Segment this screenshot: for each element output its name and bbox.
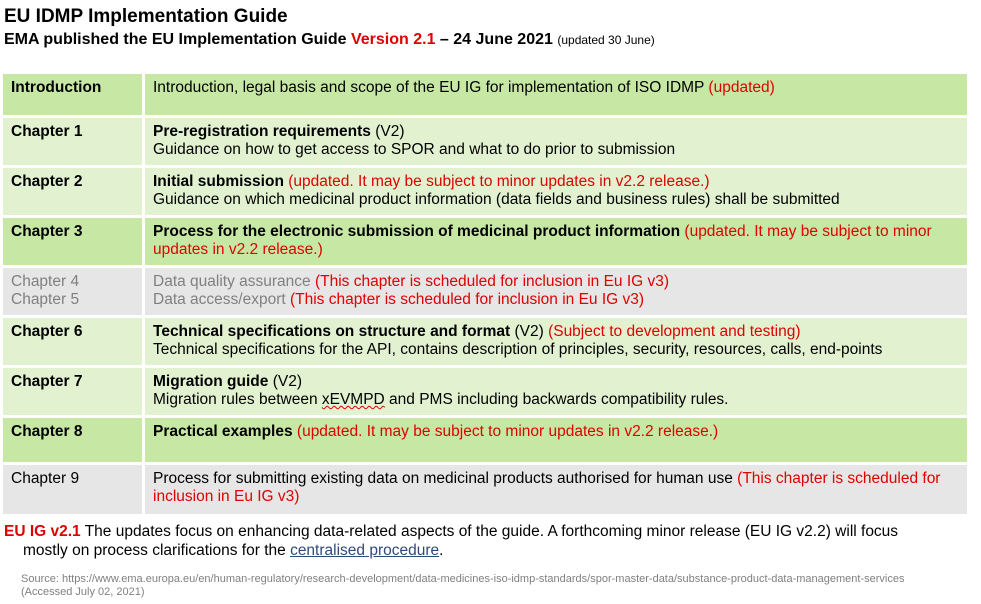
- source-accessed: (Accessed July 02, 2021): [21, 586, 145, 598]
- row-status: (This chapter is scheduled for inclusion in Eu IG v3): [153, 470, 941, 505]
- row-description: [144, 167, 969, 217]
- row-heading: Initial submission: [153, 173, 284, 190]
- subtitle-date: – 24 June 2021: [435, 31, 558, 48]
- row-detail: Data access/export: [153, 291, 290, 308]
- row-detail: [153, 391, 729, 408]
- row-detail: Guidance on which medicinal product information (data fields and business rules) shall be submitted: [153, 191, 840, 208]
- row-description: [144, 464, 969, 516]
- row-text: (V2): [370, 123, 405, 140]
- table-row-chapter-3: [2, 217, 969, 267]
- row-heading: Technical specifications on structure and format: [153, 323, 511, 340]
- subtitle-prefix: EMA published the EU Implementation Guide: [4, 31, 351, 48]
- row-status: (This chapter is scheduled for inclusion in Eu IG v3): [314, 273, 670, 290]
- row-label-chapter-4: Chapter 4: [11, 273, 80, 290]
- table-row-introduction: [2, 73, 969, 117]
- row-detail: Technical specifications for the API, contains description of principles, security, resources, calls, end-points: [153, 341, 883, 358]
- page-subtitle: [4, 31, 655, 49]
- row-status: (updated. It may be subject to minor updates in v2.2 release.): [296, 423, 719, 440]
- row-description: [144, 117, 969, 167]
- row-detail-term: xEVMPD: [321, 391, 385, 408]
- chapters-table: [0, 71, 970, 517]
- subtitle-update-note: (updated 30 June): [557, 33, 655, 47]
- row-text: (V2): [510, 323, 549, 340]
- table-row-chapter-9: [2, 464, 969, 516]
- row-detail-post: and PMS including backwards compatibility rules.: [384, 391, 729, 408]
- row-label: Chapter 3: [2, 217, 144, 267]
- table-row-chapter-1: [2, 117, 969, 167]
- row-description: [144, 73, 969, 117]
- row-heading: Migration guide: [153, 373, 269, 390]
- table-row-chapter-7: [2, 367, 969, 417]
- row-detail: Guidance on how to get access to SPOR and what to do prior to submission: [153, 141, 676, 158]
- source-citation: [21, 573, 904, 599]
- row-label-chapter-5: Chapter 5: [11, 291, 80, 308]
- footnote-version: EU IG v2.1: [4, 523, 81, 540]
- row-text: Data quality assurance: [153, 273, 315, 290]
- row-heading: Process for the electronic submission of medicinal product information: [153, 223, 681, 240]
- row-status: (updated. It may be subject to minor updates in v2.2 release.): [288, 173, 710, 190]
- row-label: Chapter 2: [2, 167, 144, 217]
- table-row-chapters-4-5: [2, 267, 969, 317]
- row-heading: Practical examples: [153, 423, 293, 440]
- row-status: (updated): [708, 79, 775, 96]
- table-row-chapter-2: [2, 167, 969, 217]
- row-description: [144, 267, 969, 317]
- row-label: Chapter 8: [2, 417, 144, 464]
- footnote-line-1: [4, 522, 964, 541]
- row-text: Process for submitting existing data on medicinal products authorised for human use: [153, 470, 738, 487]
- row-label: Chapter 7: [2, 367, 144, 417]
- centralised-procedure-link[interactable]: centralised procedure: [290, 542, 440, 559]
- row-description: [144, 317, 969, 367]
- row-status: (updated. It may be subject to minor updates in v2.2 release.): [153, 223, 932, 258]
- row-label: Chapter 1: [2, 117, 144, 167]
- row-label: Introduction: [2, 73, 144, 117]
- source-url: Source: https://www.ema.europa.eu/en/human-regulatory/research-development/data-medicines-iso-idmp-standards/spor-master-data/substance-product-data-management-services: [21, 573, 905, 585]
- footnote-line-2: [4, 541, 964, 560]
- table-row-chapter-8: [2, 417, 969, 464]
- row-label: [2, 267, 144, 317]
- footnote-text-1: The updates focus on enhancing data-related aspects of the guide. A forthcoming minor release (EU IG v2.2) will focus: [80, 523, 899, 540]
- row-text: Introduction, legal basis and scope of the EU IG for implementation of ISO IDMP: [153, 79, 709, 96]
- row-description: [144, 417, 969, 464]
- row-label: Chapter 6: [2, 317, 144, 367]
- row-heading: Pre-registration requirements: [153, 123, 371, 140]
- footnote: [4, 522, 964, 560]
- row-detail-pre: Migration rules between: [153, 391, 322, 408]
- row-label: Chapter 9: [2, 464, 144, 516]
- table-row-chapter-6: [2, 317, 969, 367]
- row-description: [144, 367, 969, 417]
- row-text: (V2): [268, 373, 302, 390]
- row-status: (Subject to development and testing): [548, 323, 801, 340]
- footnote-text-2: mostly on process clarifications for the: [23, 542, 291, 559]
- row-status-2: (This chapter is scheduled for inclusion in Eu IG v3): [289, 291, 645, 308]
- footnote-text-3: .: [439, 542, 444, 559]
- subtitle-version: Version 2.1: [350, 31, 436, 48]
- page-title: EU IDMP Implementation Guide: [4, 6, 288, 27]
- row-description: [144, 217, 969, 267]
